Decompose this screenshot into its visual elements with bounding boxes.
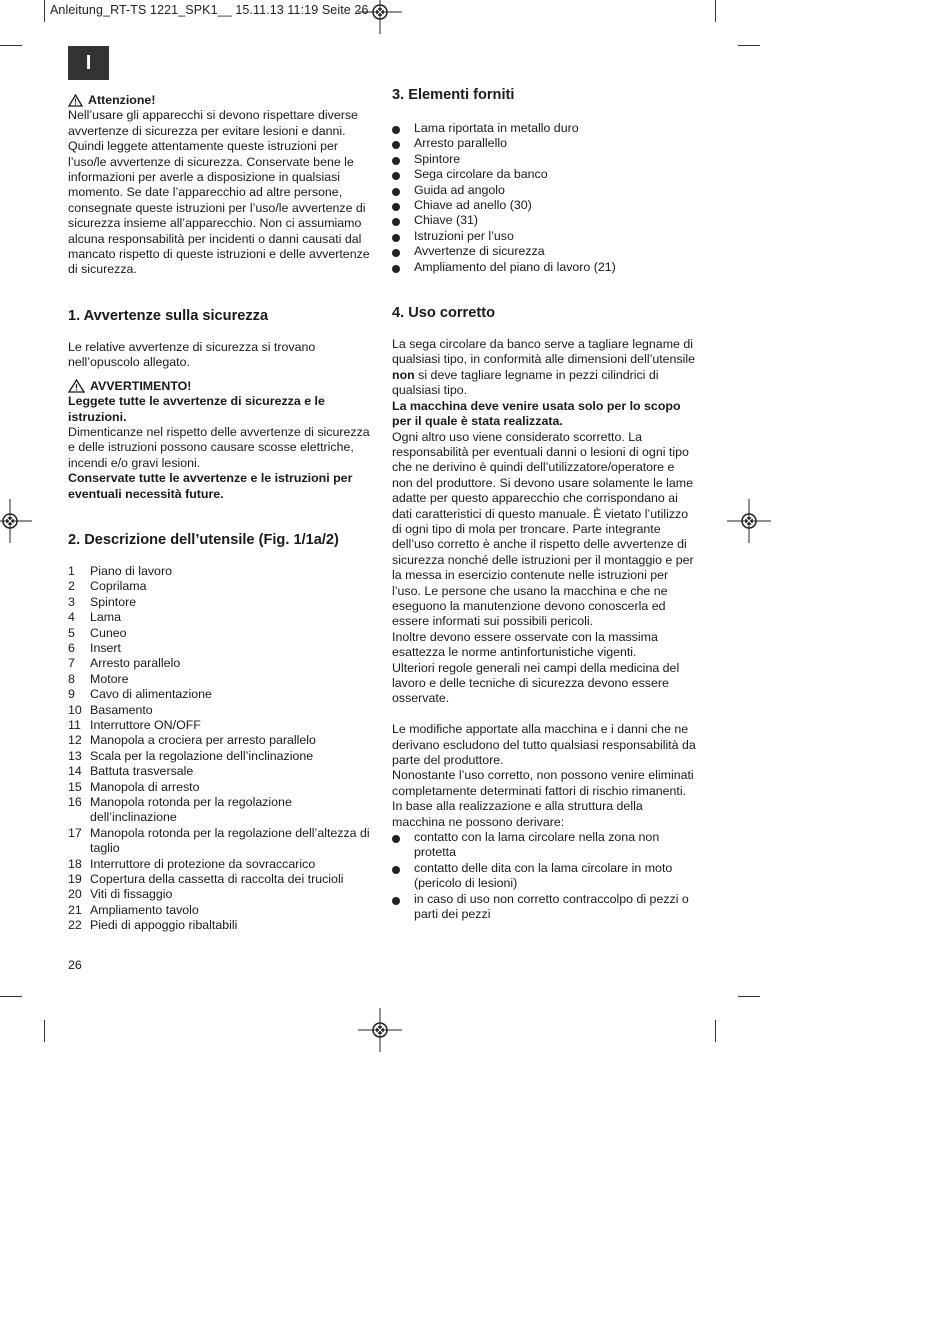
list-item-number: 1: [68, 563, 75, 578]
list-item: [392, 244, 697, 259]
list-item-label: Chiave (31): [414, 213, 479, 228]
crop-mark: [0, 45, 22, 46]
list-item-number: 17: [68, 825, 82, 840]
list-item-label: Insert: [90, 640, 121, 655]
list-item: [68, 610, 373, 625]
bullet-icon: [392, 167, 414, 182]
list-item-label: in caso di uso non corretto contraccolpo di pezzi o parti dei pezzi: [414, 891, 689, 922]
usage-paragraph-1: La sega circolare da banco serve a tagliare legname di qualsiasi tipo, in conformità alle dimensioni dell’utensile non si deve tagliare legname in pezzi cilindrici di qualsiasi tipo.: [392, 337, 696, 398]
list-item-label: Spintore: [414, 151, 461, 166]
list-item: [68, 564, 373, 579]
right-column: [392, 86, 697, 922]
list-item: [392, 167, 697, 182]
list-item-number: 6: [68, 640, 75, 655]
list-item: [68, 626, 373, 641]
list-item-label: Scala per la regolazione dell’inclinazione: [90, 748, 314, 763]
bullet-icon: [392, 183, 414, 198]
intro-paragraph: Nell’usare gli apparecchi si devono rispettare diverse avvertenze di sicurezza per evitare lesioni e danni. Quindi leggete attentamente queste istruzioni per l’uso/le avvertenze di sicurezza. Conservate bene le informazioni per averle a disposizione in qualsiasi momento. Se date l’apparecchio ad altre persone, consegnate queste istruzioni per l’uso/le avvertenze di sicurezza insieme all’apparecchio. Non ci assumiamo alcuna responsabilità per incidenti o danni causati dal mancato rispetto di queste istruzioni e delle avvertenze di sicurezza.: [68, 108, 370, 277]
list-item-number: 20: [68, 887, 82, 902]
list-item-number: 2: [68, 579, 75, 594]
warning-triangle-icon: [68, 94, 83, 107]
list-item-number: 14: [68, 764, 82, 779]
crop-mark: [715, 0, 716, 22]
list-item-label: Sega circolare da banco: [414, 167, 548, 182]
section-1-text: Le relative avvertenze di sicurezza si trovano nell’opuscolo allegato.: [68, 339, 316, 370]
list-item: [68, 672, 373, 687]
list-item-label: Arresto parallello: [414, 136, 507, 151]
list-item: [392, 260, 697, 275]
list-item: [392, 183, 697, 198]
section-2-heading: 2. Descrizione dell’utensile (Fig. 1/1a/2): [68, 531, 339, 548]
warning-text: Dimenticanze nel rispetto delle avvertenze di sicurezza e delle istruzioni possono causare scosse elettriche, incendi e/o gravi lesioni.: [68, 424, 370, 470]
list-item-number: 15: [68, 779, 82, 794]
list-item: [68, 918, 373, 933]
bullet-icon: [392, 213, 414, 228]
list-item-label: Coprilama: [90, 579, 147, 594]
list-item: [68, 764, 373, 779]
list-item-number: 13: [68, 748, 82, 763]
list-item-number: 19: [68, 872, 82, 887]
list-item-label: Interruttore ON/OFF: [90, 718, 201, 732]
list-item-label: Manopola rotonda per la regolazione dell’altezza di taglio: [90, 825, 370, 856]
list-item-number: 16: [68, 795, 82, 810]
warning-title: AVVERTIMENTO!: [90, 378, 192, 393]
crop-mark: [715, 1020, 716, 1042]
list-item: [68, 857, 373, 872]
list-item-label: Interruttore di protezione da sovraccarico: [90, 856, 316, 871]
list-item: [68, 595, 373, 610]
list-item-label: Basamento: [90, 702, 153, 717]
list-item-label: Copertura della cassetta di raccolta dei trucioli: [90, 872, 344, 887]
list-item-label: Motore: [90, 671, 129, 686]
attention-line: [68, 93, 373, 108]
list-item: [68, 795, 373, 826]
crop-mark: [44, 1020, 45, 1042]
list-item-number: 18: [68, 856, 82, 871]
list-item-label: Viti di fissaggio: [90, 887, 173, 902]
crop-mark: [738, 996, 760, 997]
print-slug: Anleitung_RT-TS 1221_SPK1__ 15.11.13 11:19 Seite 26: [50, 3, 369, 17]
bullet-icon: [392, 136, 414, 151]
registration-mark-icon: [358, 1008, 402, 1052]
attention-title: Attenzione!: [88, 93, 156, 107]
list-item-label: contatto con la lama circolare nella zona non protetta: [414, 830, 660, 860]
crop-mark: [44, 0, 45, 22]
bullet-icon: [392, 830, 414, 861]
list-item-label: Ampliamento del piano di lavoro (21): [414, 259, 616, 274]
list-item: [68, 733, 373, 748]
list-item: [68, 826, 373, 857]
crop-mark: [0, 996, 22, 997]
list-item-label: Guida ad angolo: [414, 182, 505, 197]
bullet-icon: [392, 152, 414, 167]
list-item: [68, 687, 373, 702]
usage-bold-paragraph: La macchina deve venire usata solo per lo scopo per il quale è stata realizzata.: [392, 398, 681, 429]
list-item: [392, 861, 697, 892]
registration-mark-icon: [727, 499, 771, 543]
list-item: [392, 198, 697, 213]
page-number: 26: [68, 958, 82, 972]
delivery-list: [392, 121, 697, 275]
list-item-number: 9: [68, 687, 75, 702]
list-item-number: 22: [68, 918, 82, 933]
list-item-number: 10: [68, 702, 82, 717]
list-item: [392, 892, 697, 923]
list-item-number: 3: [68, 594, 75, 609]
list-item: [68, 780, 373, 795]
list-item-number: 21: [68, 902, 82, 917]
list-item: [392, 213, 697, 228]
list-item: [392, 229, 697, 244]
section-4-heading: 4. Uso corretto: [392, 305, 495, 322]
list-item: [68, 641, 373, 656]
usage-paragraph-3: Inoltre devono essere osservate con la massima esattezza le norme antinfortunistiche vigenti.: [392, 629, 658, 660]
registration-mark-icon: [0, 499, 32, 543]
list-item-label: Manopola rotonda per la regolazione dell’inclinazione: [90, 795, 292, 825]
crop-mark: [738, 45, 760, 46]
bullet-icon: [392, 861, 414, 892]
list-item: [392, 830, 697, 861]
list-item: [68, 656, 373, 671]
list-item-label: Lama: [90, 610, 121, 625]
list-item: [392, 121, 697, 136]
list-item-number: 7: [68, 656, 75, 671]
section-1-heading: 1. Avvertenze sulla sicurezza: [68, 307, 269, 324]
section-3-heading: 3. Elementi forniti: [392, 87, 515, 103]
warning-triangle-icon: [68, 379, 85, 393]
list-item-label: Manopola a crociera per arresto parallelo: [90, 733, 316, 748]
risk-list: [392, 830, 697, 922]
list-item-label: Piano di lavoro: [90, 563, 172, 578]
left-column: [68, 93, 373, 934]
bullet-icon: [392, 244, 414, 259]
list-item-label: Arresto parallelo: [90, 656, 181, 671]
list-item-label: Spintore: [90, 594, 137, 609]
list-item-number: 4: [68, 610, 75, 625]
language-tab: I: [68, 46, 109, 80]
list-item: [68, 872, 373, 887]
usage-paragraph-4: Ulteriori regole generali nei campi della medicina del lavoro e delle tecniche di sicurezza devono essere osservate.: [392, 660, 680, 706]
list-item-label: Chiave ad anello (30): [414, 198, 532, 213]
list-item-label: Cuneo: [90, 625, 127, 640]
list-item: [68, 718, 373, 733]
list-item-label: contatto delle dita con la lama circolare in moto (pericolo di lesioni): [414, 860, 673, 891]
list-item-label: Avvertenze di sicurezza: [414, 244, 545, 259]
usage-paragraph-5: Le modifiche apportate alla macchina e i danni che ne derivano escludono del tutto qualsiasi responsabilità da parte del produttore.: [392, 722, 696, 768]
bullet-icon: [392, 892, 414, 923]
usage-paragraph-6: Nonostante l’uso corretto, non possono venire eliminati completamente determinati fattori di rischio rimanenti. In base alla realizzazione e alla struttura della macchina ne possono derivare:: [392, 768, 694, 829]
bullet-icon: [392, 121, 414, 136]
parts-list: [68, 564, 373, 934]
list-item-number: 12: [68, 733, 82, 748]
list-item: [68, 703, 373, 718]
warning-bold-text: Leggete tutte le avvertenze di sicurezza e le istruzioni.: [68, 394, 325, 424]
list-item-label: Battuta trasversale: [90, 764, 194, 779]
bullet-icon: [392, 198, 414, 213]
list-item-label: Istruzioni per l’uso: [414, 228, 514, 243]
list-item-label: Manopola di arresto: [90, 779, 200, 794]
bullet-icon: [392, 260, 414, 275]
registration-mark-icon: [358, 0, 402, 34]
list-item: [392, 152, 697, 167]
list-item: [392, 136, 697, 151]
list-item: [68, 749, 373, 764]
list-item-number: 11: [68, 718, 81, 732]
warning-line: [68, 379, 373, 394]
warning-bold-text-2: Conservate tutte le avvertenze e le istruzioni per eventuali necessità future.: [68, 471, 353, 501]
list-item-label: Lama riportata in metallo duro: [414, 121, 579, 135]
list-item-number: 8: [68, 671, 75, 686]
list-item-label: Piedi di appoggio ribaltabili: [90, 918, 238, 933]
list-item: [68, 903, 373, 918]
list-item-label: Ampliamento tavolo: [90, 902, 199, 917]
list-item: [68, 887, 373, 902]
usage-paragraph-2: Ogni altro uso viene considerato scorretto. La responsabilità per eventuali danni o lesioni di ogni tipo che ne derivino è quindi dell’utilizzatore/operatore e non del produttore. Si devono usare solamente le lame adatte per questo apparecchio che corrispondano ai dati caratteristici di questo manuale. È vietato l’utilizzo di ogni tipo di mola per troncare. Parte integrante dell’uso corretto è anche il rispetto delle avvertenze di sicurezza nonché delle istruzioni per il montaggio e per la messa in esercizio contenute nelle istruzioni per l’uso. Le persone che usano la macchina e che ne eseguono la manutenzione devono conoscerla ed essere informati sui possibili pericoli.: [392, 429, 694, 629]
list-item: [68, 579, 373, 594]
list-item-label: Cavo di alimentazione: [90, 687, 212, 702]
bullet-icon: [392, 229, 414, 244]
list-item-number: 5: [68, 625, 75, 640]
